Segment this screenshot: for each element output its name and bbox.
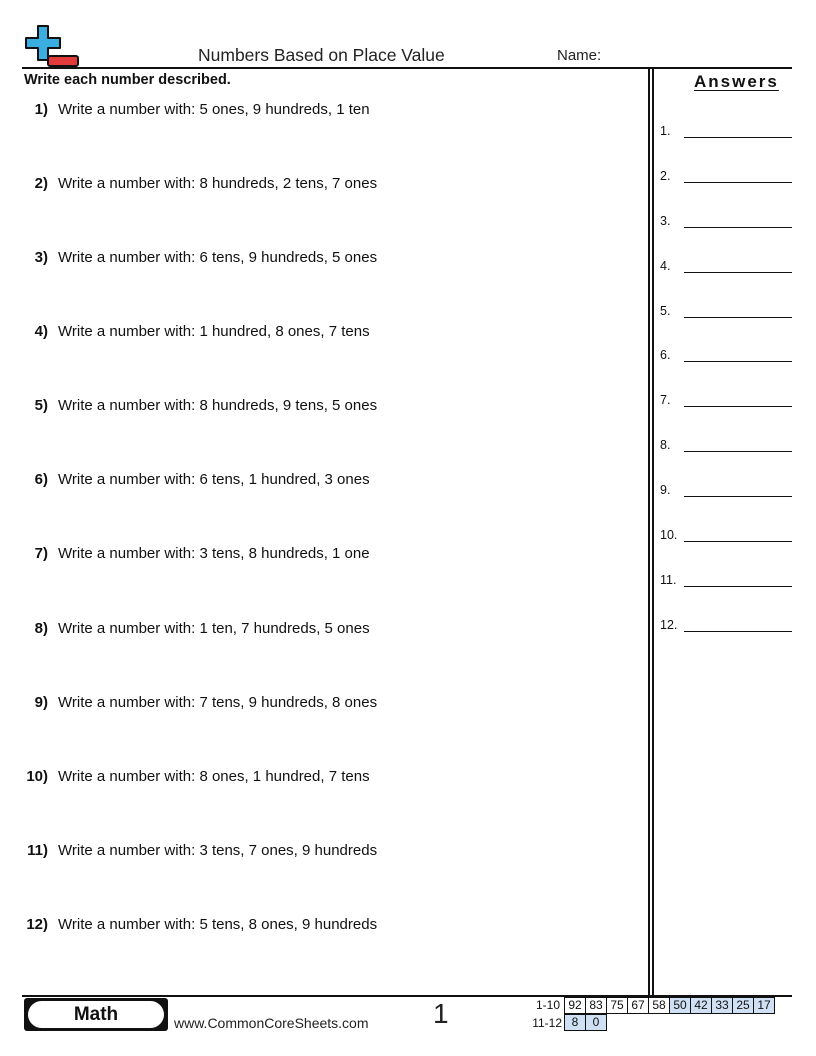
answer-item xyxy=(660,483,792,501)
score-range-label: 11-12 xyxy=(532,1016,562,1030)
question-number: 12) xyxy=(26,916,48,933)
answer-item xyxy=(660,259,792,277)
answer-blank[interactable] xyxy=(684,631,792,632)
question-number: 9) xyxy=(34,694,48,711)
score-cell: 92 xyxy=(564,997,586,1014)
answer-blank[interactable] xyxy=(684,227,792,228)
score-cell: 67 xyxy=(627,997,649,1014)
worksheet-title: Numbers Based on Place Value xyxy=(198,45,445,65)
answer-number: 1. xyxy=(660,124,671,138)
question-number: 1) xyxy=(34,101,48,118)
question-number: 11) xyxy=(27,842,48,859)
answer-item xyxy=(660,124,792,142)
answer-blank[interactable] xyxy=(684,541,792,542)
answer-item xyxy=(660,348,792,366)
score-cell: 25 xyxy=(732,997,754,1014)
answer-number: 11. xyxy=(660,573,677,587)
question-text: Write a number with: 6 tens, 9 hundreds, 5 ones xyxy=(58,249,378,266)
score-cell: 83 xyxy=(585,997,607,1014)
question-number: 4) xyxy=(34,323,48,340)
plus-minus-logo-icon xyxy=(24,25,80,69)
answer-number: 9. xyxy=(660,483,671,497)
answer-item xyxy=(660,169,792,187)
score-cell: 0 xyxy=(585,1014,607,1031)
instructions: Write each number described. xyxy=(24,72,231,88)
answer-number: 7. xyxy=(660,393,671,407)
question-text: Write a number with: 5 ones, 9 hundreds, 1 ten xyxy=(58,101,370,118)
question-number: 10) xyxy=(26,768,48,785)
score-row xyxy=(565,1014,607,1031)
site-url: www.CommonCoreSheets.com xyxy=(174,1015,369,1031)
question-number: 2) xyxy=(34,175,48,192)
score-cell: 50 xyxy=(669,997,691,1014)
answer-blank[interactable] xyxy=(684,406,792,407)
answer-item xyxy=(660,618,792,636)
answer-number: 5. xyxy=(660,304,671,318)
question-number: 8) xyxy=(34,620,48,637)
score-cell: 58 xyxy=(648,997,670,1014)
answer-number: 12. xyxy=(660,618,678,632)
question-number: 7) xyxy=(34,545,48,562)
answer-blank[interactable] xyxy=(684,182,792,183)
score-range-label: 1-10 xyxy=(535,998,560,1012)
question-number: 3) xyxy=(34,249,48,266)
question-text: Write a number with: 1 hundred, 8 ones, 7 tens xyxy=(58,323,370,340)
question-number: 5) xyxy=(34,397,48,414)
question-number: 6) xyxy=(34,471,48,488)
answer-blank[interactable] xyxy=(684,451,792,452)
question-text: Write a number with: 3 tens, 8 hundreds, 1 one xyxy=(58,545,370,562)
question-text: Write a number with: 6 tens, 1 hundred, 3 ones xyxy=(58,471,370,488)
answer-blank[interactable] xyxy=(684,496,792,497)
answer-number: 8. xyxy=(660,438,671,452)
page-number: 1 xyxy=(433,998,449,1029)
score-cell: 42 xyxy=(690,997,712,1014)
answer-number: 6. xyxy=(660,348,671,362)
answer-number: 10. xyxy=(660,528,678,542)
score-cell: 75 xyxy=(606,997,628,1014)
question-text: Write a number with: 1 ten, 7 hundreds, 5 ones xyxy=(58,620,370,637)
answers-heading: Answers xyxy=(694,72,779,91)
question-text: Write a number with: 5 tens, 8 ones, 9 hundreds xyxy=(58,916,378,933)
answer-item xyxy=(660,438,792,456)
score-cell: 8 xyxy=(564,1014,586,1031)
answer-blank[interactable] xyxy=(684,272,792,273)
subject-label: Math xyxy=(28,1001,164,1028)
score-row xyxy=(565,997,775,1014)
answer-item xyxy=(660,214,792,232)
question-text: Write a number with: 3 tens, 7 ones, 9 hundreds xyxy=(58,842,378,859)
answer-item xyxy=(660,304,792,322)
answer-blank[interactable] xyxy=(684,137,792,138)
answer-item xyxy=(660,573,792,591)
answer-item xyxy=(660,393,792,411)
answer-blank[interactable] xyxy=(684,361,792,362)
answer-blank[interactable] xyxy=(684,586,792,587)
header-divider xyxy=(22,67,792,69)
score-cell: 17 xyxy=(753,997,775,1014)
question-text: Write a number with: 8 ones, 1 hundred, 7 tens xyxy=(58,768,370,785)
answer-number: 4. xyxy=(660,259,671,273)
name-label: Name: xyxy=(557,47,602,64)
question-text: Write a number with: 8 hundreds, 2 tens, 7 ones xyxy=(58,175,378,192)
answer-blank[interactable] xyxy=(684,317,792,318)
answer-number: 3. xyxy=(660,214,671,228)
answer-number: 2. xyxy=(660,169,671,183)
subject-badge xyxy=(24,998,168,1031)
answer-item xyxy=(660,528,792,546)
score-cell: 33 xyxy=(711,997,733,1014)
column-divider xyxy=(648,68,654,996)
question-text: Write a number with: 7 tens, 9 hundreds, 8 ones xyxy=(58,694,378,711)
question-text: Write a number with: 8 hundreds, 9 tens, 5 ones xyxy=(58,397,378,414)
